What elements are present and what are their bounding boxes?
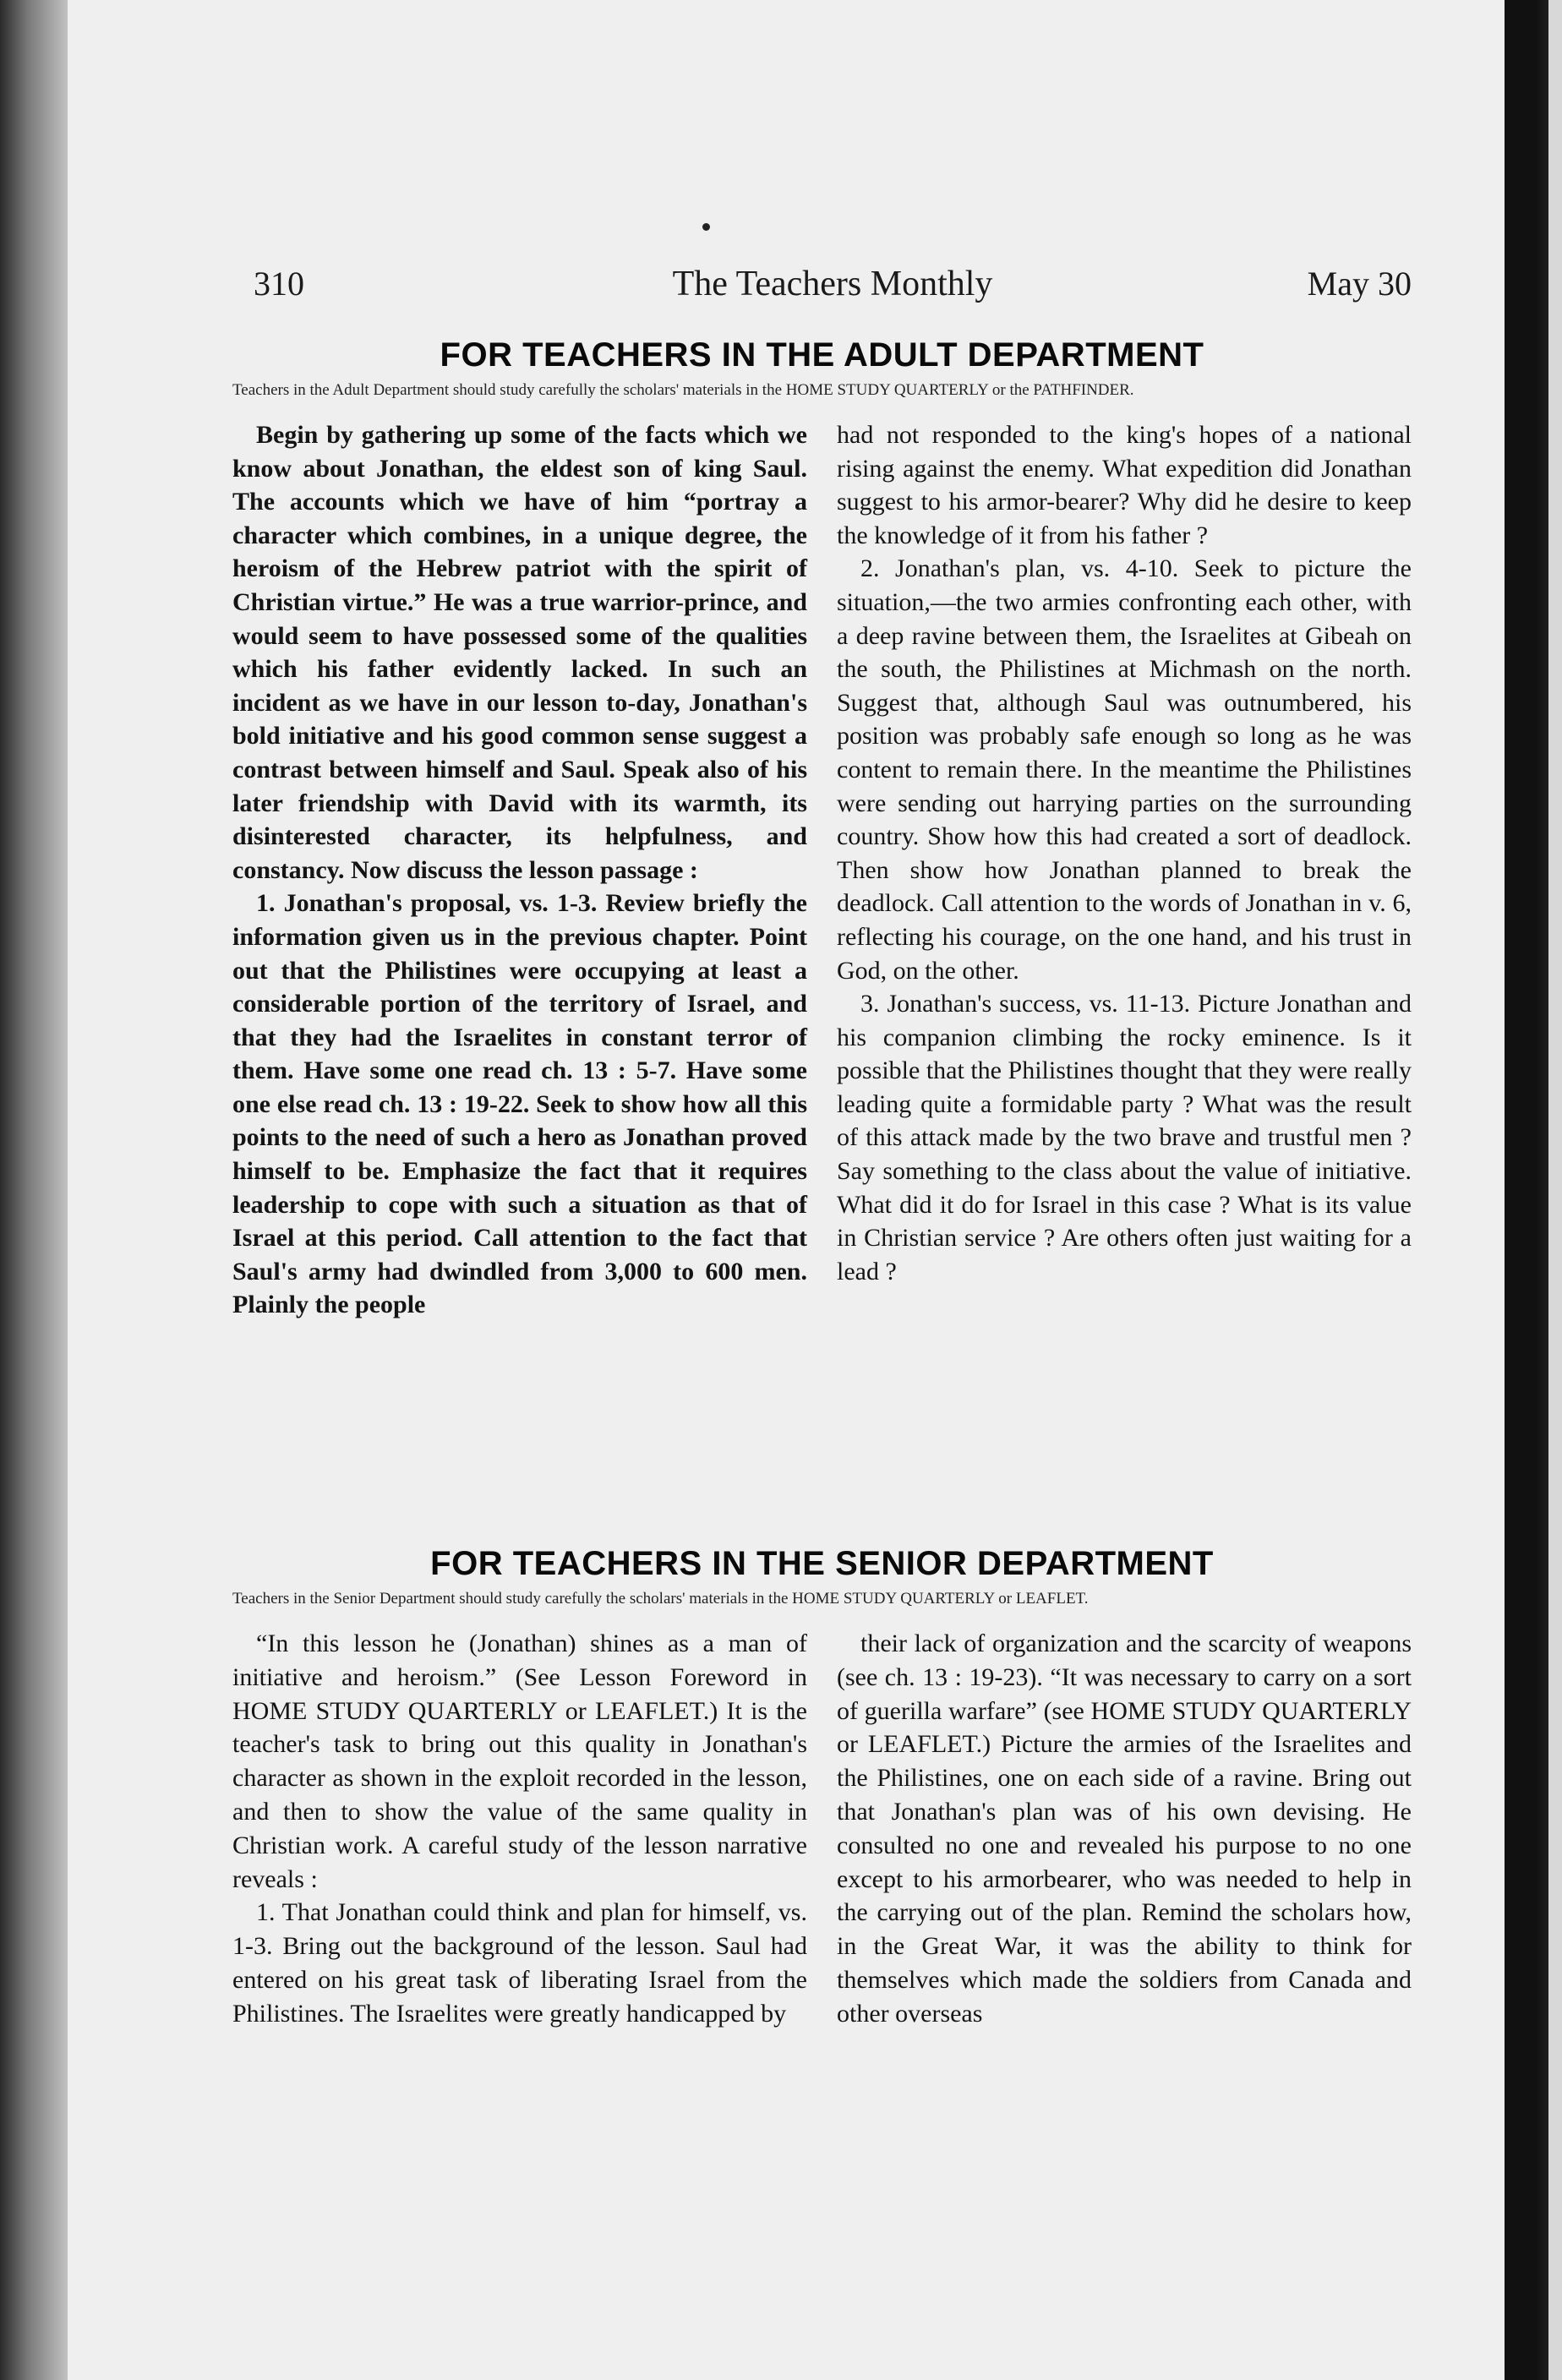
senior-department-section (232, 1545, 1412, 2028)
adult-note: Teachers in the Adult Department should study carefully the scholars' materials in the HOME STUDY QUARTERLY or the PATHFINDER. (232, 381, 1134, 399)
senior-paragraph: “In this lesson he (Jonathan) shines as a man of initiative and heroism.” (See Lesson Foreword in HOME STUDY QUARTERLY or LEAFLET.) It is the teacher's task to bring out this quality in Jonathan's character as shown in the exploit recorded in the lesson, and then to show the value of the same quality in Christian work. A careful study of the lesson narrative reveals : (232, 1629, 807, 1893)
senior-note: Teachers in the Senior Department should study carefully the scholars' materials in the HOME STUDY QUARTERLY or LEAFLET. (232, 1590, 1089, 1608)
ink-dot (702, 223, 710, 231)
senior-heading: FOR TEACHERS IN THE SENIOR DEPARTMENT (430, 1545, 1214, 1582)
issue-date: May 30 (1307, 265, 1412, 303)
journal-title: The Teachers Monthly (672, 265, 993, 303)
adult-paragraph: 1. Jonathan's proposal, vs. 1-3. Review briefly the information given us in the previous chapter. Point out that the Philistines were occupying at least a considerable portion of the territory of Israel, and that they had the Israelites in constant terror of them. Have some one read ch. 13 : 5-7. Have some one else read ch. 13 : 19-22. Seek to show how all this points to the need of such a hero as Jonathan proved himself to be. Emphasize the fact that it requires leadership to cope with such a situation as that of Israel at this period. Call attention to the fact that Saul's army had dwindled from 3,000 to 600 men. Plainly the people (232, 889, 807, 1319)
senior-paragraph: their lack of organization and the scarcity of weapons (see ch. 13 : 19-23). “It was necessary to carry on a sort of guerilla warfare” (see HOME STUDY QUARTERLY or LEAFLET.) Picture the armies of the Israelites and the Philistines, one on each side of a ravine. Bring out that Jonathan's plan was of his own devising. He consulted no one and revealed his purpose to no one except to his armorbearer, who was needed to help in the carrying out of the plan. Remind the scholars how, in the Great War, it was the ability to think for themselves which made the soldiers from Canada and other overseas (837, 1629, 1412, 2028)
senior-right-column (837, 1627, 1412, 2031)
running-head (254, 264, 1412, 314)
adult-right-column (837, 418, 1412, 1288)
next-page-edge (1548, 0, 1562, 2380)
adult-department-section (232, 336, 1412, 1319)
senior-paragraph: 1. That Jonathan could think and plan for himself, vs. 1-3. Bring out the background of the lesson. Saul had entered on his great task of liberating Israel from the Philistines. The Israelites were greatly handicapped by (232, 1898, 807, 2028)
adult-paragraph: 3. Jonathan's success, vs. 11-13. Picture Jonathan and his companion climbing the rocky eminence. Is it possible that the Philistines thought that they were really leading quite a formidable party ? What was the result of this attack made by the two brave and trustful men ? Say something to the class about the value of initiative. What did it do for Israel in this case ? What is its value in Christian service ? Are others often just waiting for a lead ? (837, 990, 1412, 1286)
senior-left-column (232, 1627, 807, 2031)
adult-paragraph: Begin by gathering up some of the facts which we know about Jonathan, the eldest son of king Saul. The accounts which we have of him “portray a character which combines, in a unique degree, the heroism of the Hebrew patriot with the spirit of Christian virtue.” He was a true warrior-prince, and would seem to have possessed some of the qualities which his father evidently lacked. In such an incident as we have in our lesson to-day, Jonathan's bold initiative and his good common sense suggest a contrast between himself and Saul. Speak also of his later friendship with David with its warmth, its disinterested character, its helpfulness, and constancy. Now discuss the lesson passage : (232, 421, 807, 884)
adult-paragraph: 2. Jonathan's plan, vs. 4-10. Seek to picture the situation,—the two armies confronting each other, with a deep ravine between them, the Israelites at Gibeah on the south, the Philistines at Michmash on the north. Suggest that, although Saul was outnumbered, his position was probably safe enough so long as he was content to remain there. In the meantime the Philistines were sending out harrying parties on the surrounding country. Show how this had created a sort of deadlock. Then show how Jonathan planned to break the deadlock. Call attention to the words of Jonathan in v. 6, reflecting his courage, on the one hand, and his trust in God, on the other. (837, 554, 1412, 985)
adult-heading: FOR TEACHERS IN THE ADULT DEPARTMENT (440, 336, 1204, 374)
page-number: 310 (254, 265, 304, 303)
adult-paragraph: had not responded to the king's hopes of a national rising against the enemy. What expedition did Jonathan suggest to his armor-bearer? Why did he desire to keep the knowledge of it from his father ? (837, 421, 1412, 549)
adult-left-column (232, 418, 807, 1322)
